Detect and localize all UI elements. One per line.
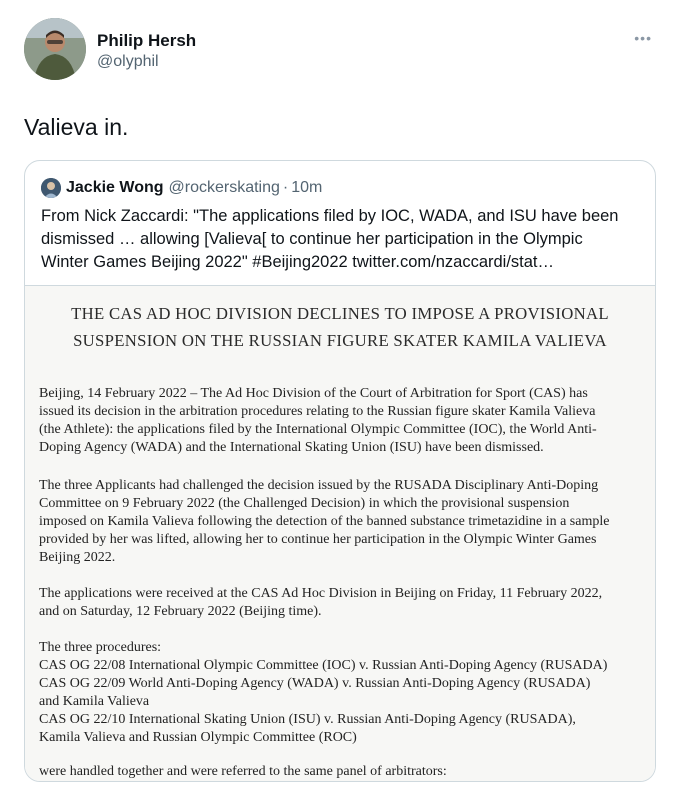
separator-dot: ·: [282, 179, 289, 196]
document-paragraph-line: provided by her was lifted, allowing her to continue her participation in the Olympic Winter Games: [39, 532, 597, 547]
author-avatar[interactable]: [24, 18, 86, 80]
document-paragraph-line: CAS OG 22/10 International Skating Union (ISU) v. Russian Anti-Doping Agency (RUSADA),: [39, 712, 576, 727]
author-name[interactable]: Philip Hersh: [97, 31, 197, 50]
document-paragraph-line: Beijing 2022.: [39, 550, 116, 565]
tweet-text: Valieva in.: [24, 114, 129, 140]
quoted-tweet-text: [41, 205, 641, 274]
document-paragraph-line: were handled together and were referred to the same panel of arbitrators:: [39, 764, 447, 779]
quoted-timestamp[interactable]: 10m: [291, 179, 323, 196]
document-paragraph-line: Kamila Valieva and Russian Olympic Committee (ROC): [39, 730, 357, 745]
document-paragraph-line: Doping Agency (WADA) and the International Skating Union (ISU) have been dismissed.: [39, 440, 544, 455]
document-paragraph-line: and on Saturday, 12 February 2022 (Beijing time).: [39, 604, 322, 619]
document-paragraph-line: CAS OG 22/08 International Olympic Committee (IOC) v. Russian Anti-Doping Agency (RUSADA): [39, 658, 608, 673]
quoted-tweet-header: [41, 176, 322, 200]
document-paragraph-line: CAS OG 22/09 World Anti-Doping Agency (WADA) v. Russian Anti-Doping Agency (RUSADA): [39, 676, 591, 691]
quoted-text-line: From Nick Zaccardi: "The applications filed by IOC, WADA, and ISU have been: [41, 207, 619, 225]
quoted-text-line: dismissed … allowing [Valieva[ to continue her participation in the Olympic: [41, 230, 583, 248]
document-paragraph-line: The three Applicants had challenged the decision issued by the RUSADA Disciplinary Anti-Doping: [39, 478, 599, 493]
avatar-photo: [24, 18, 86, 80]
tweet-header: [24, 18, 654, 84]
document-paragraph-line: (the Athlete): the applications filed by the International Olympic Committee (IOC), the World Anti-: [39, 422, 597, 437]
quoted-author-handle[interactable]: @rockerskating: [168, 179, 280, 196]
document-paragraph-line: and Kamila Valieva: [39, 694, 150, 709]
quoted-author-name[interactable]: Jackie Wong: [66, 179, 164, 196]
document-paragraph-line: Beijing, 14 February 2022 – The Ad Hoc Division of the Court of Arbitration for Sport (CAS) has: [39, 386, 588, 401]
attached-document-image[interactable]: [25, 285, 655, 782]
quoted-tweet[interactable]: [24, 160, 656, 782]
document-title-line: SUSPENSION ON THE RUSSIAN FIGURE SKATER KAMILA VALIEVA: [73, 331, 607, 350]
quoted-text-line: Winter Games Beijing 2022" #Beijing2022 twitter.com/nzaccardi/stat…: [41, 253, 555, 271]
quoted-avatar-photo: [41, 178, 61, 198]
document-paragraph-line: issued its decision in the arbitration procedures relating to the Russian figure skater Kamila Valieva: [39, 404, 596, 419]
document-paragraph-line: imposed on Kamila Valieva following the detection of the banned substance trimetazidine in a sample: [39, 514, 610, 529]
document-paragraph-line: The applications were received at the CAS Ad Hoc Division in Beijing on Friday, 11 February 2022,: [39, 586, 603, 601]
more-horizontal-icon[interactable]: •••: [634, 30, 652, 46]
author-handle[interactable]: @olyphil: [97, 53, 159, 70]
document-paragraph-line: The three procedures:: [39, 640, 162, 655]
quoted-author-avatar: [41, 178, 61, 198]
document-paragraph-line: Committee on 9 February 2022 (the Challenged Decision) in which the provisional suspension: [39, 496, 570, 511]
document-title-line: THE CAS AD HOC DIVISION DECLINES TO IMPOSE A PROVISIONAL: [71, 304, 609, 323]
